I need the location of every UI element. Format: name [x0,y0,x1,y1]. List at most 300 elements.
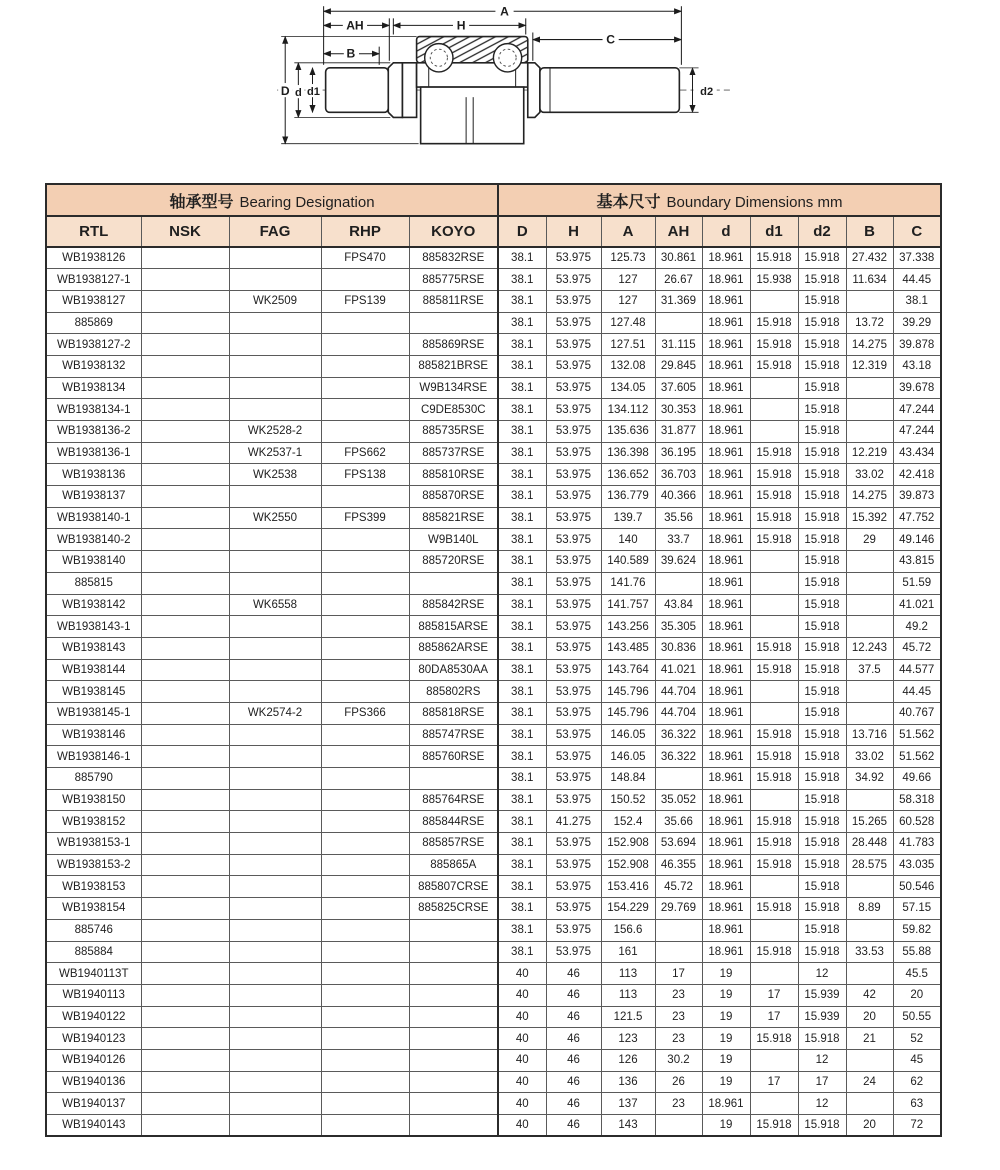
A-cell: 153.416 [601,876,655,898]
rtl-cell: WB1938150 [46,789,141,811]
koyo-cell [409,1049,498,1071]
table-row [46,269,941,291]
A-cell: 137 [601,1093,655,1115]
group-header-row [46,184,941,216]
koyo-cell: 885737RSE [409,442,498,464]
rhp-cell [321,876,409,898]
fag-cell [229,377,321,399]
fag-cell [229,833,321,855]
label-H: H [456,18,466,33]
koyo-cell [409,941,498,963]
table-row [46,486,941,508]
d2-cell: 15.918 [798,616,846,638]
AH-cell: 40.366 [655,486,702,508]
d2-cell: 15.918 [798,637,846,659]
rtl-cell: WB1938146 [46,724,141,746]
d-cell: 19 [702,984,750,1006]
C-cell: 40.767 [893,702,941,724]
d2-cell: 15.918 [798,507,846,529]
A-cell: 123 [601,1028,655,1050]
label-C: C [606,32,616,47]
d2-cell: 15.918 [798,355,846,377]
col-header-A: A [601,216,655,247]
fag-cell [229,941,321,963]
koyo-cell: 885818RSE [409,702,498,724]
koyo-cell [409,1093,498,1115]
col-header-rhp: RHP [321,216,409,247]
d2-cell: 15.918 [798,941,846,963]
AH-cell: 35.66 [655,811,702,833]
B-cell: 14.275 [846,334,893,356]
H-cell: 53.975 [546,594,601,616]
table-row [46,963,941,985]
rhp-cell [321,269,409,291]
table-row [46,746,941,768]
fag-cell [229,984,321,1006]
d2-cell: 15.918 [798,681,846,703]
table-row [46,833,941,855]
d-cell: 18.961 [702,876,750,898]
d2-cell: 15.939 [798,1006,846,1028]
D-cell: 38.1 [498,572,546,594]
D-cell: 38.1 [498,876,546,898]
rtl-cell: WB1938140-2 [46,529,141,551]
table-row [46,1071,941,1093]
rhp-cell [321,1115,409,1137]
table-row [46,724,941,746]
d2-cell: 15.918 [798,746,846,768]
fag-cell [229,1115,321,1137]
table-row [46,334,941,356]
C-cell: 20 [893,984,941,1006]
rtl-cell: WB1940113 [46,984,141,1006]
d2-cell: 15.918 [798,833,846,855]
D-cell: 38.1 [498,442,546,464]
koyo-cell [409,984,498,1006]
D-cell: 38.1 [498,637,546,659]
col-header-nsk: NSK [141,216,229,247]
AH-cell: 35.052 [655,789,702,811]
d-cell: 18.961 [702,1093,750,1115]
rtl-cell: WB1938132 [46,355,141,377]
koyo-cell [409,963,498,985]
A-cell: 127 [601,269,655,291]
C-cell: 41.783 [893,833,941,855]
AH-cell: 31.369 [655,290,702,312]
table-row [46,854,941,876]
C-cell: 49.146 [893,529,941,551]
A-cell: 146.05 [601,746,655,768]
d2-cell: 15.918 [798,898,846,920]
AH-cell: 41.021 [655,659,702,681]
table-row [46,984,941,1006]
d1-cell: 17 [750,984,798,1006]
d-cell: 18.961 [702,334,750,356]
B-cell: 20 [846,1115,893,1137]
C-cell: 63 [893,1093,941,1115]
AH-cell: 53.694 [655,833,702,855]
H-cell: 53.975 [546,290,601,312]
rhp-cell [321,1071,409,1093]
group-header-bearing-designation [46,184,498,216]
col-header-fag: FAG [229,216,321,247]
d1-cell [750,702,798,724]
AH-cell: 44.704 [655,681,702,703]
B-cell [846,290,893,312]
d2-cell: 15.918 [798,290,846,312]
rtl-cell: WB1938145-1 [46,702,141,724]
table-row [46,876,941,898]
table-row [46,811,941,833]
A-cell: 139.7 [601,507,655,529]
rhp-cell [321,1006,409,1028]
fag-cell [229,572,321,594]
B-cell [846,572,893,594]
H-cell: 53.975 [546,681,601,703]
A-cell: 154.229 [601,898,655,920]
d-cell: 18.961 [702,659,750,681]
H-cell: 53.975 [546,421,601,443]
B-cell: 28.448 [846,833,893,855]
d-cell: 18.961 [702,572,750,594]
fag-cell [229,811,321,833]
nsk-cell [141,616,229,638]
table-row [46,529,941,551]
C-cell: 59.82 [893,919,941,941]
H-cell: 53.975 [546,746,601,768]
H-cell: 46 [546,1115,601,1137]
table-row [46,355,941,377]
nsk-cell [141,898,229,920]
table-row [46,681,941,703]
C-cell: 49.66 [893,768,941,790]
table-row [46,377,941,399]
label-A: A [500,4,509,19]
d2-cell: 15.939 [798,984,846,1006]
rtl-cell: WB1938153 [46,876,141,898]
B-cell [846,963,893,985]
D-cell: 38.1 [498,290,546,312]
d1-cell [750,594,798,616]
C-cell: 43.434 [893,442,941,464]
d1-cell [750,421,798,443]
d-cell: 18.961 [702,833,750,855]
d-cell: 18.961 [702,551,750,573]
rtl-cell: WB1940137 [46,1093,141,1115]
rtl-cell: WB1940113T [46,963,141,985]
H-cell: 53.975 [546,898,601,920]
d2-cell: 15.918 [798,421,846,443]
d-cell: 18.961 [702,637,750,659]
A-cell: 161 [601,941,655,963]
fag-cell [229,1049,321,1071]
rtl-cell: WB1938127-1 [46,269,141,291]
rtl-cell: WB1938143 [46,637,141,659]
AH-cell: 23 [655,1028,702,1050]
AH-cell: 36.322 [655,724,702,746]
C-cell: 43.815 [893,551,941,573]
d1-cell [750,681,798,703]
nsk-cell [141,1049,229,1071]
A-cell: 143 [601,1115,655,1137]
C-cell: 47.244 [893,399,941,421]
D-cell: 40 [498,1093,546,1115]
koyo-cell: 885735RSE [409,421,498,443]
AH-cell: 36.322 [655,746,702,768]
A-cell: 150.52 [601,789,655,811]
H-cell: 53.975 [546,269,601,291]
d2-cell: 15.918 [798,247,846,269]
table-row [46,247,941,269]
d1-cell: 15.918 [750,659,798,681]
rhp-cell: FPS662 [321,442,409,464]
table-row [46,1049,941,1071]
table-row [46,290,941,312]
D-cell: 38.1 [498,355,546,377]
D-cell: 40 [498,1006,546,1028]
nsk-cell [141,334,229,356]
d1-cell: 15.918 [750,355,798,377]
rhp-cell [321,355,409,377]
col-header-H: H [546,216,601,247]
rtl-cell: WB1938152 [46,811,141,833]
table-row [46,1093,941,1115]
d1-cell: 15.918 [750,724,798,746]
label-d: d [294,87,302,100]
D-cell: 38.1 [498,247,546,269]
table-row [46,594,941,616]
d1-cell: 15.918 [750,247,798,269]
AH-cell: 23 [655,1093,702,1115]
rhp-cell [321,551,409,573]
A-cell: 141.757 [601,594,655,616]
B-cell: 12.243 [846,637,893,659]
d1-cell: 15.918 [750,811,798,833]
d2-cell: 12 [798,963,846,985]
d-cell: 18.961 [702,486,750,508]
table-row [46,919,941,941]
D-cell: 38.1 [498,919,546,941]
koyo-cell: 885821RSE [409,507,498,529]
koyo-cell: 885865A [409,854,498,876]
koyo-cell: 885825CRSE [409,898,498,920]
col-header-rtl: RTL [46,216,141,247]
H-cell: 46 [546,1049,601,1071]
AH-cell: 43.84 [655,594,702,616]
d1-cell [750,1093,798,1115]
koyo-cell: 885807CRSE [409,876,498,898]
fag-cell [229,854,321,876]
D-cell: 38.1 [498,421,546,443]
AH-cell: 30.353 [655,399,702,421]
koyo-cell [409,1071,498,1093]
rtl-cell: WB1938136 [46,464,141,486]
H-cell: 53.975 [546,464,601,486]
D-cell: 40 [498,1115,546,1137]
rtl-cell: WB1938153-1 [46,833,141,855]
B-cell: 24 [846,1071,893,1093]
fag-cell [229,616,321,638]
AH-cell: 26.67 [655,269,702,291]
B-cell: 27.432 [846,247,893,269]
group-header-zh: 基本尺寸 [596,193,661,211]
d-cell: 18.961 [702,919,750,941]
rhp-cell [321,811,409,833]
nsk-cell [141,399,229,421]
D-cell: 38.1 [498,898,546,920]
AH-cell [655,572,702,594]
A-cell: 145.796 [601,681,655,703]
rhp-cell [321,941,409,963]
d1-cell: 15.918 [750,941,798,963]
nsk-cell [141,442,229,464]
rtl-cell: WB1938134 [46,377,141,399]
C-cell: 51.59 [893,572,941,594]
d1-cell [750,572,798,594]
H-cell: 53.975 [546,724,601,746]
B-cell: 15.265 [846,811,893,833]
rhp-cell [321,1093,409,1115]
label-d1: d1 [307,86,320,99]
D-cell: 38.1 [498,269,546,291]
C-cell: 44.577 [893,659,941,681]
rtl-cell: WB1938136-2 [46,421,141,443]
AH-cell: 35.56 [655,507,702,529]
fag-cell [229,898,321,920]
nsk-cell [141,355,229,377]
D-cell: 38.1 [498,399,546,421]
rhp-cell [321,854,409,876]
d-cell: 18.961 [702,702,750,724]
B-cell: 8.89 [846,898,893,920]
d-cell: 19 [702,1115,750,1137]
H-cell: 46 [546,984,601,1006]
d1-cell: 15.918 [750,1115,798,1137]
d1-cell: 17 [750,1071,798,1093]
rhp-cell [321,1049,409,1071]
D-cell: 38.1 [498,312,546,334]
B-cell: 12.219 [846,442,893,464]
C-cell: 55.88 [893,941,941,963]
nsk-cell [141,269,229,291]
nsk-cell [141,594,229,616]
C-cell: 39.678 [893,377,941,399]
C-cell: 43.18 [893,355,941,377]
A-cell: 127.51 [601,334,655,356]
rtl-cell: WB1938143-1 [46,616,141,638]
A-cell: 132.08 [601,355,655,377]
col-header-AH: AH [655,216,702,247]
fag-cell [229,963,321,985]
label-d2: d2 [700,86,714,99]
fag-cell [229,768,321,790]
col-header-koyo: KOYO [409,216,498,247]
nsk-cell [141,486,229,508]
D-cell: 38.1 [498,789,546,811]
C-cell: 41.021 [893,594,941,616]
d-cell: 18.961 [702,768,750,790]
fag-cell: WK2509 [229,290,321,312]
nsk-cell [141,551,229,573]
d-cell: 18.961 [702,789,750,811]
d2-cell: 15.918 [798,377,846,399]
A-cell: 113 [601,963,655,985]
bearing-technical-drawing [265,0,740,165]
rhp-cell [321,789,409,811]
AH-cell: 45.72 [655,876,702,898]
d1-cell: 15.918 [750,486,798,508]
d-cell: 18.961 [702,724,750,746]
d1-cell [750,616,798,638]
A-cell: 143.485 [601,637,655,659]
H-cell: 53.975 [546,486,601,508]
A-cell: 152.908 [601,833,655,855]
nsk-cell [141,464,229,486]
rtl-cell: WB1940143 [46,1115,141,1137]
C-cell: 47.752 [893,507,941,529]
d2-cell: 15.918 [798,919,846,941]
d1-cell: 15.918 [750,1028,798,1050]
D-cell: 38.1 [498,616,546,638]
d-cell: 18.961 [702,377,750,399]
AH-cell: 30.861 [655,247,702,269]
d1-cell: 15.918 [750,898,798,920]
B-cell: 33.02 [846,746,893,768]
table-row [46,659,941,681]
table-row [46,464,941,486]
rhp-cell [321,681,409,703]
B-cell [846,681,893,703]
nsk-cell [141,1115,229,1137]
d-cell: 18.961 [702,290,750,312]
AH-cell: 35.305 [655,616,702,638]
AH-cell: 30.836 [655,637,702,659]
d2-cell: 15.918 [798,659,846,681]
C-cell: 37.338 [893,247,941,269]
koyo-cell [409,1028,498,1050]
D-cell: 38.1 [498,486,546,508]
koyo-cell: 885869RSE [409,334,498,356]
koyo-cell: 885747RSE [409,724,498,746]
col-header-d: d [702,216,750,247]
d2-cell: 15.918 [798,269,846,291]
koyo-cell: 885720RSE [409,551,498,573]
rhp-cell [321,529,409,551]
A-cell: 145.796 [601,702,655,724]
d1-cell: 15.918 [750,637,798,659]
bearing-spec-table [45,183,942,1137]
d2-cell: 15.918 [798,572,846,594]
H-cell: 53.975 [546,659,601,681]
D-cell: 38.1 [498,529,546,551]
rtl-cell: 885884 [46,941,141,963]
d1-cell [750,377,798,399]
rhp-cell [321,746,409,768]
nsk-cell [141,984,229,1006]
d-cell: 18.961 [702,746,750,768]
A-cell: 121.5 [601,1006,655,1028]
H-cell: 53.975 [546,768,601,790]
A-cell: 156.6 [601,919,655,941]
nsk-cell [141,659,229,681]
bearing-drawing-svg [265,0,740,162]
AH-cell: 36.703 [655,464,702,486]
table-row [46,789,941,811]
D-cell: 38.1 [498,941,546,963]
fag-cell [229,789,321,811]
fag-cell: WK2538 [229,464,321,486]
rhp-cell: FPS399 [321,507,409,529]
